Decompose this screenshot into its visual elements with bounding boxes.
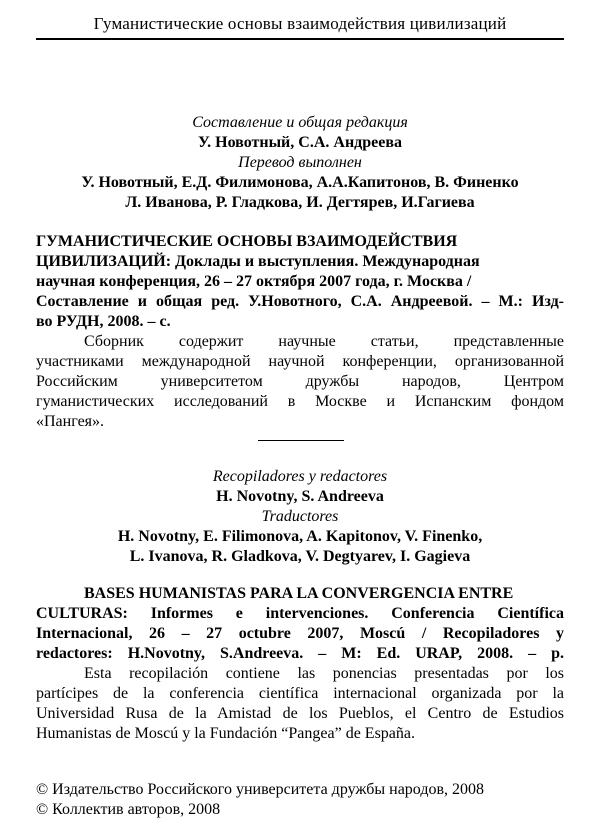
ru-translation-label: Перевод выполнен [238,154,362,171]
es-translation-label: Traductores [261,508,339,525]
es-biblio-line: Internacional, 26 – 27 octubre 2007, Moscú / Recopiladores y [36,625,564,642]
copyright-publisher: © Издательство Российского университета дружбы народов, 2008 [36,781,485,798]
ru-biblio-line: научная конференция, 26 – 27 октября 2007 года, г. Москва / [36,273,472,290]
ru-abstract-line: Сборник содержит научные статьи, представленные [84,333,564,350]
es-compiled-label: Recopiladores y redactores [212,468,388,485]
es-abstract-line: partícipes de la conferencia científica internacional organizada por la [36,685,564,702]
ru-biblio-line: Составление и общая ред. У.Новотного, С.А. Андреевой. – М.: Изд- [36,293,564,310]
es-biblio-line: BASES HUMANISTAS PARA LA CONVERGENCIA ENTRE [84,585,514,602]
section-separator [258,440,344,441]
es-abstract-line: Humanistas de Moscú y la Fundación “Pangea” de España. [36,725,416,742]
es-abstract-line: Universidad Rusa de la Amistad de los Pueblos, el Centro de Estudios [36,705,564,722]
ru-abstract-line: «Пангея». [36,413,105,430]
copyright-notice [36,780,564,820]
ru-biblio-line: во РУДН, 2008. – с. [36,313,171,330]
ru-abstract-line: Российским университетом дружбы народов, Центром [36,373,564,390]
es-translators-line-2: L. Ivanova, R. Gladkova, V. Degtyarev, I. Gagieva [129,548,471,565]
ru-translators-line-2: Л. Иванова, Р. Гладкова, И. Дегтярев, И.Гагиева [125,194,475,211]
es-translators-line-1: H. Novotny, E. Filimonova, A. Kapitonov, V. Finenko, [117,528,483,545]
ru-abstract-line: гуманистических исследований в Москве и Испанским фондом [36,393,564,410]
es-abstract-line: Esta recopilación contiene las ponencias presentadas por los [84,665,564,682]
es-credits [36,467,564,567]
ru-biblio-line: ЦИВИЛИЗАЦИЙ: Доклады и выступления. Международная [36,253,480,270]
es-bibliographic-entry [36,584,564,664]
ru-abstract [36,332,564,432]
copyright-authors: © Коллектив авторов, 2008 [36,801,221,818]
ru-abstract-line: участниками международной научной конференции, организованной [36,353,564,370]
running-header: Гуманистические основы взаимодействия цивилизаций [93,14,507,33]
ru-biblio-line: ГУМАНИСТИЧЕСКИЕ ОСНОВЫ ВЗАИМОДЕЙСТВИЯ [36,233,458,250]
ru-compiled-label: Составление и общая редакция [192,114,408,131]
ru-compilers: У. Новотный, С.А. Андреева [197,134,402,151]
ru-bibliographic-entry [36,232,564,332]
ru-translators-line-1: У. Новотный, Е.Д. Филимонова, А.А.Капитонов, В. Финенко [81,174,519,191]
es-biblio-line: CULTURAS: Informes e intervenciones. Conferencia Científica [36,605,564,622]
header-rule [36,38,564,40]
es-biblio-line: redactores: H.Novotny, S.Andreeva. – M: Ed. URAP, 2008. – p. [36,645,564,662]
es-compilers: H. Novotny, S. Andreeva [216,488,384,505]
ru-credits [36,113,564,213]
es-abstract [36,664,564,744]
